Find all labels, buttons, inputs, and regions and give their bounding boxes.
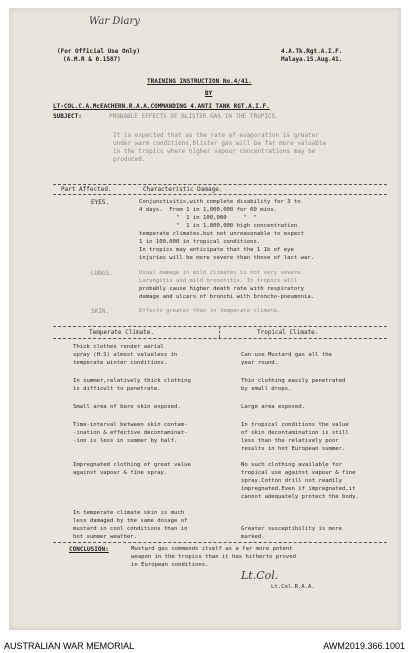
table-rule xyxy=(53,184,387,185)
table-rule xyxy=(53,542,387,543)
description-line: temperate climates,but not unreasonable to expect xyxy=(139,231,305,237)
description-line: Laryngitis and mild bronchitis. In tropics will xyxy=(139,278,298,284)
tropical-line: tropical use against vapour & fine xyxy=(241,470,356,476)
temperate-line: less damaged by the same dosage of xyxy=(73,518,188,524)
tropical-line: No such clothing available for xyxy=(241,462,343,468)
temperate-line: Time-interval between skin contam- xyxy=(73,422,188,428)
column-header-tropical: Tropical Climate. xyxy=(257,329,319,336)
temperate-line: In summer,relatively thick clothing xyxy=(73,378,191,384)
temperate-line: is difficult to penetrate. xyxy=(73,386,161,392)
temperate-line: temperate winter conditions. xyxy=(73,360,168,366)
document-page xyxy=(9,8,401,630)
place-and-date: Malaya.15.Aug.41. xyxy=(281,56,343,63)
tropical-line: Can use Mustard gas all the xyxy=(241,352,332,358)
description-line: " 1 in 1,000,000 high concentration xyxy=(139,223,298,229)
skin-description: Effects greater than in temperate climate. xyxy=(139,308,281,314)
tropical-line: Large area exposed. xyxy=(241,404,305,410)
column-header-temperate: Temperate Climate. xyxy=(89,329,155,336)
tropical-line: In tropical conditions the value xyxy=(241,422,349,428)
column-divider xyxy=(219,326,220,338)
intro-line: in the tropics where higher vapour concentrations may be xyxy=(113,148,316,155)
conclusion-label: CONCLUSION: xyxy=(69,546,109,553)
archive-footer xyxy=(0,640,409,653)
tropical-line: year round. xyxy=(241,360,279,366)
by-label: BY xyxy=(205,90,213,97)
description-line: " 1 in 100,000 " " xyxy=(139,215,257,221)
tropical-line: spray.Cotton drill not readily xyxy=(241,478,343,484)
tropical-line: of skin decontamination is still xyxy=(241,430,349,436)
tropical-line: by small drops. xyxy=(241,386,292,392)
temperate-line: Impregnated clothing of great value xyxy=(73,462,191,468)
archive-name: AUSTRALIAN WAR MEMORIAL xyxy=(4,641,135,651)
conclusion-line: in European conditions. xyxy=(131,562,209,568)
temperate-line: -ination & effective decontaminat- xyxy=(73,430,188,436)
part-lungs: LUNGS. xyxy=(91,270,113,277)
temperate-line: hot summer weather. xyxy=(73,534,137,540)
intro-line: It is expected that as the rate of evaporation is greater xyxy=(113,132,319,139)
description-line: 1 in 100,000 in tropical conditions. xyxy=(139,239,261,245)
temperate-line: against vapour & fine spray. xyxy=(73,470,168,476)
description-line: Usual damage in mild climates is not very severe. xyxy=(139,270,305,276)
tropical-line: results in hot European summer. xyxy=(241,446,346,452)
description-line: probably cause higher death rate with respiratory xyxy=(139,286,305,292)
table-rule xyxy=(53,194,387,195)
subject-label: SUBJECT: xyxy=(53,113,82,120)
author-line: LT-COL.C.A.McEACHERN.R.A.A.COMMANDING 4.ANTI TANK RGT.A.I.F. xyxy=(53,103,270,110)
conclusion-line: Mustard gas commends itself as a far more potent xyxy=(131,546,293,552)
tropical-line: Thin clothing easily penetrated xyxy=(241,378,346,384)
conclusion-line: weapon in the tropics than it has hitherto proved xyxy=(131,554,297,560)
temperate-line: mustard in cool conditions than in xyxy=(73,526,188,532)
document-title: TRAINING INSTRUCTION No.4/41. xyxy=(147,78,252,85)
description-line: In tropics may anticipate that the 1 1k of eye xyxy=(139,247,294,253)
subject-text: PROBABLE EFFECTS OF BLISTER GAS IN THE TROPICS. xyxy=(109,113,279,120)
table-rule xyxy=(53,326,387,327)
part-eyes: EYES. xyxy=(91,199,110,206)
description-line: 4 days. From 1 in 1,000,000 for 60 mins. xyxy=(139,207,278,213)
signature: Lt.Col. xyxy=(241,569,279,582)
form-reference: (A.M.R & 0.1587) xyxy=(63,56,121,63)
unit-designation: 4.A.Tk.Rgt.A.I.F. xyxy=(281,48,343,55)
tropical-line: marked. xyxy=(241,534,265,540)
intro-line: produced. xyxy=(113,156,146,163)
classification-label: (For Official Use Only) xyxy=(57,48,141,55)
table-rule xyxy=(53,338,387,339)
signature-block: Lt.Col.R.A.A. xyxy=(271,584,315,590)
column-header-part: Part Affected. xyxy=(61,186,112,193)
tropical-line: less than the relatively poor xyxy=(241,438,339,444)
tropical-line: Greater susceptibility is more xyxy=(241,526,343,532)
description-line: damage and ulcers of bronchi with broncho-pneumonia. xyxy=(139,294,315,300)
column-header-damage: Characteristic Damage. xyxy=(143,186,223,193)
archive-reference: AWM2019.366.1001 xyxy=(323,641,405,651)
intro-line: under warm conditions,blister gas will be far more valuable xyxy=(113,140,327,147)
part-skin: SKIN. xyxy=(91,308,110,315)
tropical-line: impregnated.Even if impregnated,it xyxy=(241,486,356,492)
tropical-line: cannot adequately protect the body. xyxy=(241,494,359,500)
temperate-line: Thick clothes render aerial xyxy=(73,344,164,350)
temperate-line: spray (H.S) almost valueless in xyxy=(73,352,178,358)
description-line: Conjunctivitis,with complete disability for 3 to xyxy=(139,199,301,205)
description-line: injuries will be more severe than those of last war. xyxy=(139,255,315,261)
temperate-line: Small area of bare skin exposed. xyxy=(73,404,181,410)
handwritten-annotation: War Diary xyxy=(89,16,140,27)
temperate-line: In temperate climate skin is much xyxy=(73,510,185,516)
temperate-line: -ion is less in summer by half. xyxy=(73,438,178,444)
